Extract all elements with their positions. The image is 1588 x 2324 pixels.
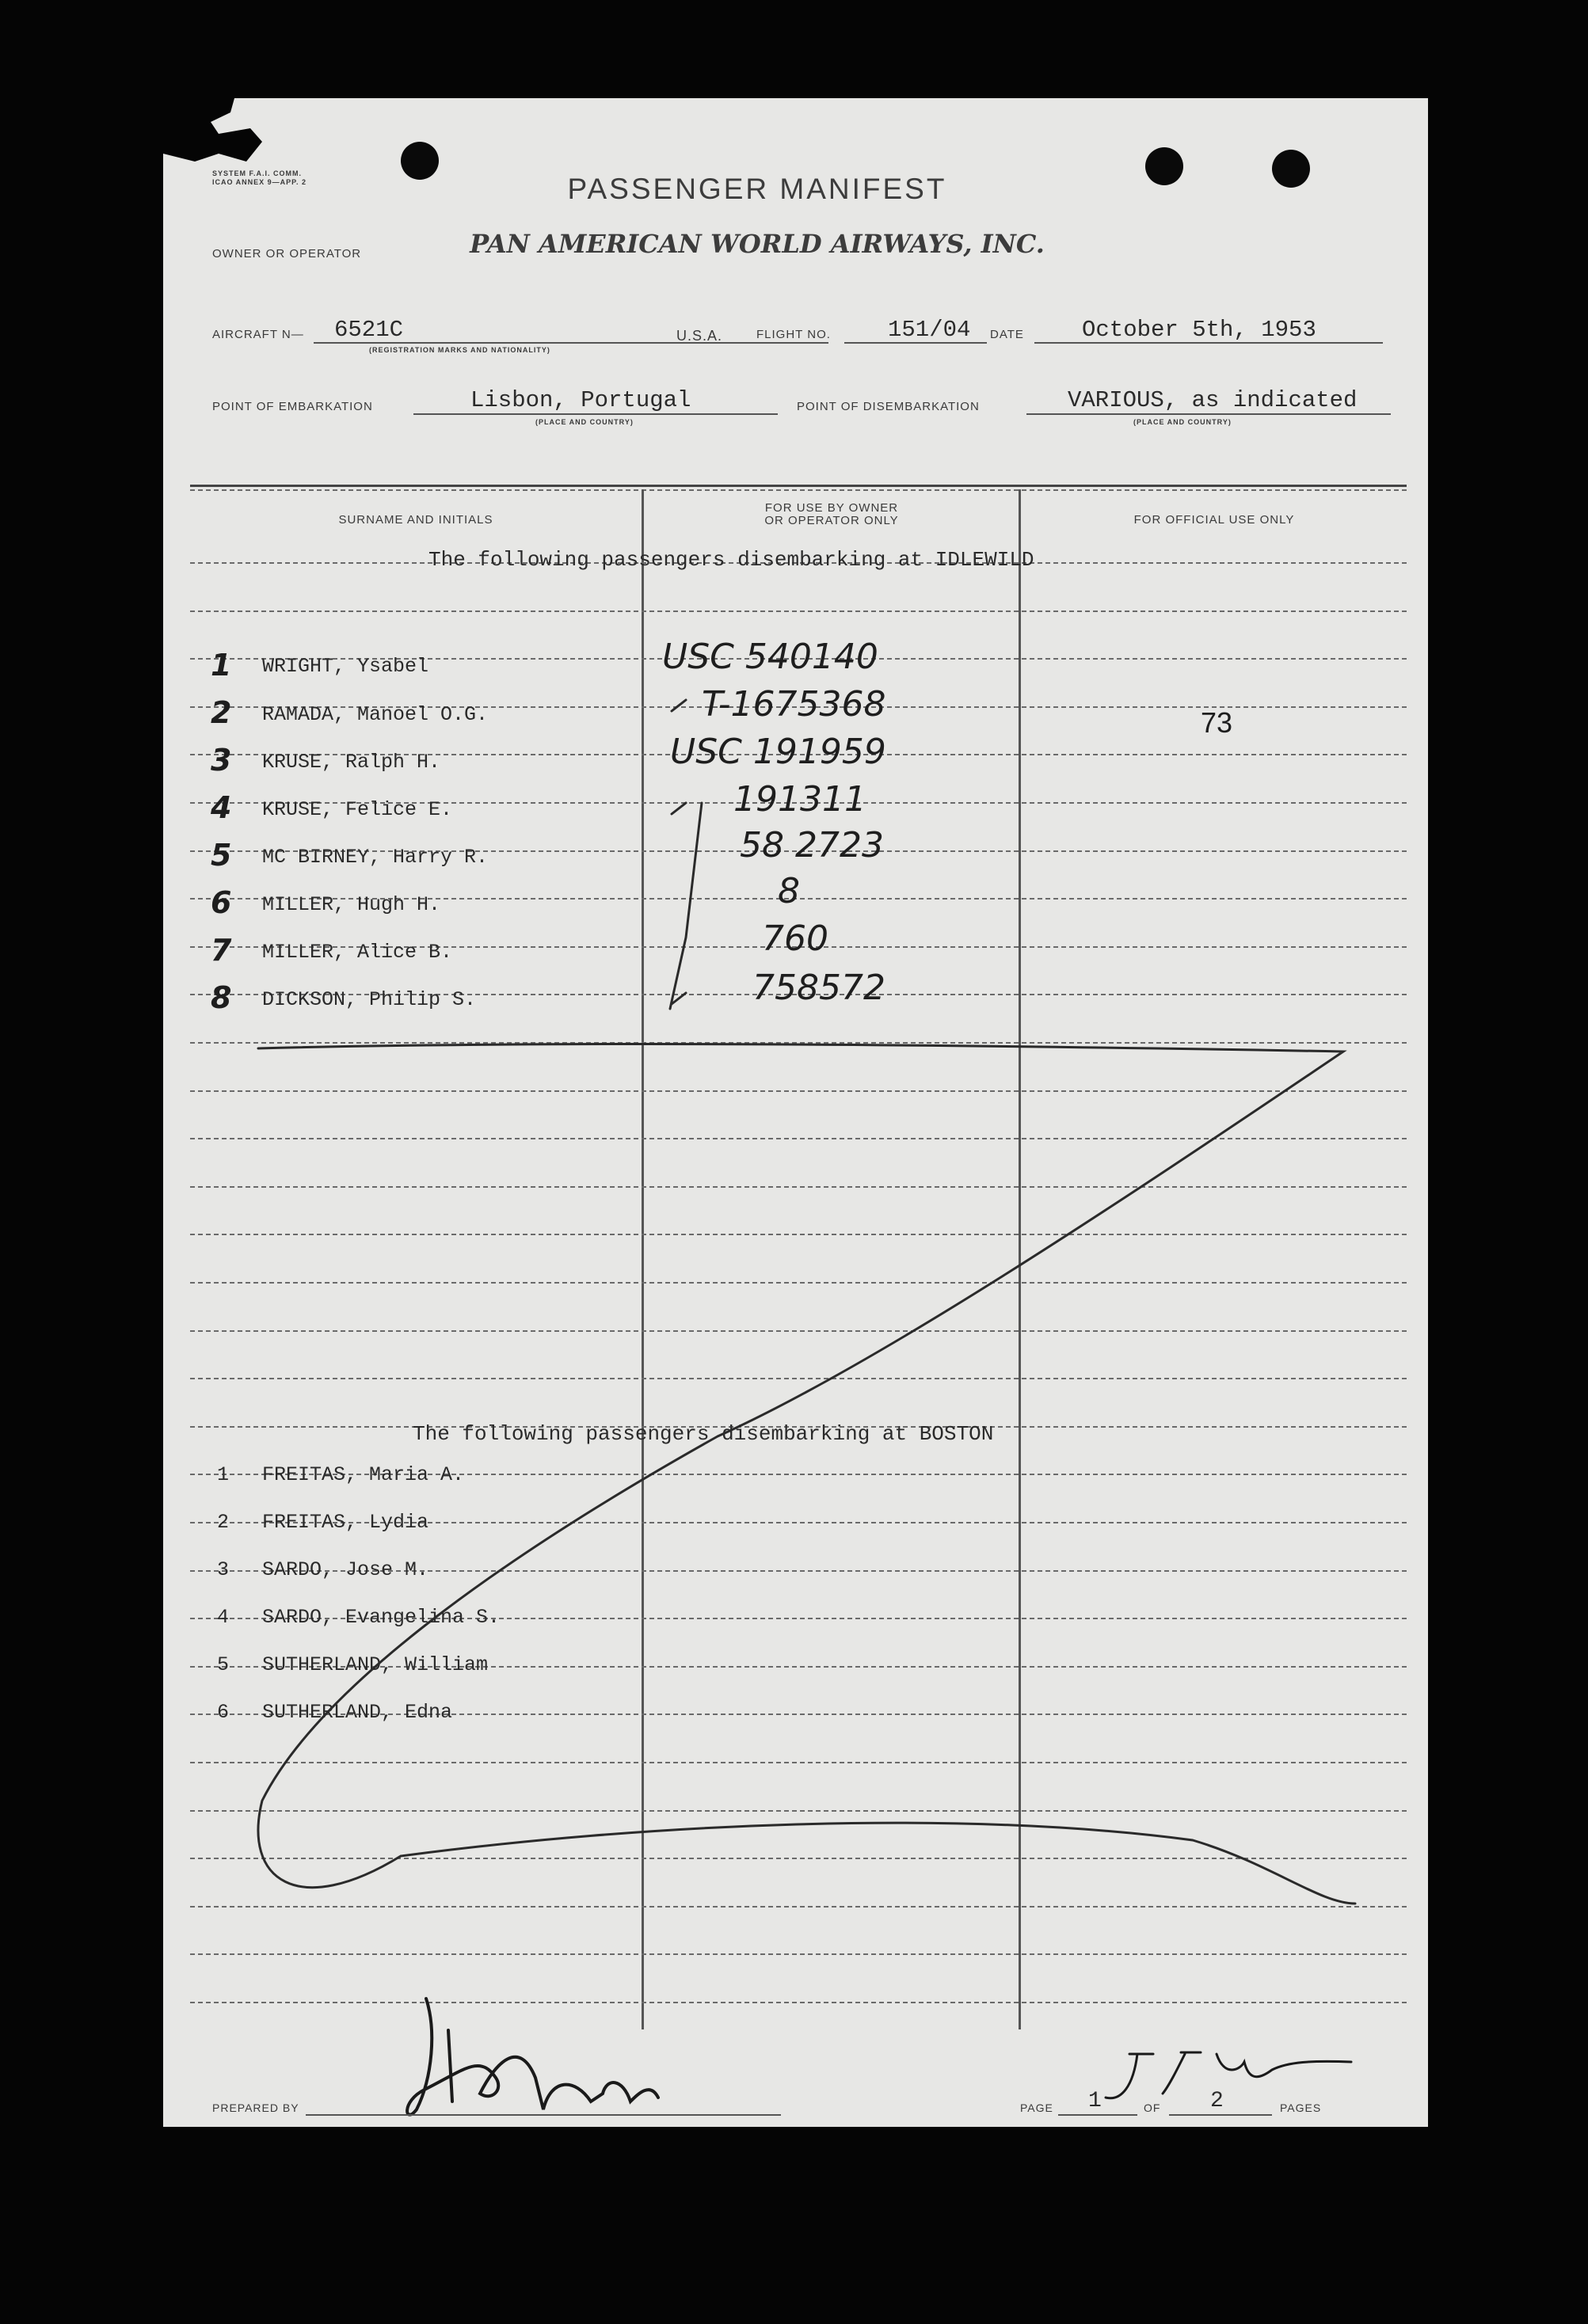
- row-number: 2: [211, 695, 232, 730]
- column-header-surname: SURNAME AND INITIALS: [338, 513, 493, 527]
- passenger-name: RAMADA, Manoel O.G.: [262, 703, 489, 726]
- prepared-by-label: PREPARED BY: [212, 2101, 299, 2114]
- document-number: 191311: [733, 779, 866, 820]
- pen-strokes: [163, 98, 1428, 2127]
- document-number: T-1675368: [702, 684, 886, 725]
- embark-value: Lisbon, Portugal: [470, 387, 691, 413]
- row-number: 2: [217, 1511, 230, 1534]
- embark-label: POINT OF EMBARKATION: [212, 400, 373, 413]
- aircraft-value: 6521C: [334, 317, 404, 343]
- page-total: 2: [1210, 2089, 1224, 2113]
- passenger-name: WRIGHT, Ysabel: [262, 655, 429, 678]
- cancellation-stroke: [258, 1044, 1355, 1904]
- prepared-by-signature: [407, 1999, 658, 2115]
- flight-label: FLIGHT NO.: [756, 328, 831, 341]
- passenger-name: SARDO, Evangelina S.: [262, 1606, 501, 1629]
- company-name: PAN AMERICAN WORLD AIRWAYS, INC.: [470, 229, 1045, 259]
- row-number: 3: [211, 743, 232, 778]
- document-number: 8: [778, 871, 800, 911]
- boston-heading: The following passengers disembarking at BOSTON: [413, 1422, 994, 1446]
- passenger-name: SARDO, Jose M.: [262, 1558, 429, 1581]
- disembark-caption: (PLACE AND COUNTRY): [1133, 418, 1232, 426]
- official-signature-text: [1137, 2054, 1141, 2055]
- row-number: 5: [211, 838, 232, 873]
- manifest-page: [163, 98, 1428, 2127]
- of-label: OF: [1144, 2101, 1161, 2114]
- official-mark: 73: [1201, 706, 1233, 739]
- idlewild-heading: The following passengers disembarking at IDLEWILD: [428, 548, 1034, 572]
- row-number: 5: [217, 1653, 230, 1676]
- page-number: 1: [1088, 2089, 1102, 2113]
- registration-caption: (REGISTRATION MARKS AND NATIONALITY): [369, 346, 550, 354]
- disembark-value: VARIOUS, as indicated: [1068, 387, 1358, 413]
- row-number: 6: [217, 1701, 230, 1724]
- row-number: 4: [211, 790, 232, 825]
- document-number: USC 540140: [662, 637, 878, 677]
- passenger-name: DICKSON, Philip S.: [262, 988, 477, 1011]
- row-number: 6: [211, 885, 232, 920]
- passenger-name: SUTHERLAND, Edna: [262, 1701, 453, 1724]
- document-number: USC 191959: [670, 732, 886, 772]
- disembark-label: POINT OF DISEMBARKATION: [797, 400, 980, 413]
- passenger-name: KRUSE, Felice E.: [262, 798, 453, 821]
- row-number: 7: [211, 933, 232, 968]
- aircraft-label: AIRCRAFT N—: [212, 328, 304, 341]
- official-signature: [1106, 2052, 1351, 2098]
- usa-label: U.S.A.: [676, 328, 723, 344]
- passenger-name: MILLER, Hugh H.: [262, 893, 441, 916]
- passenger-name: KRUSE, Ralph H.: [262, 751, 441, 774]
- flight-value: 151/04: [888, 317, 971, 343]
- passenger-name: SUTHERLAND, William: [262, 1653, 489, 1676]
- owner-label: OWNER OR OPERATOR: [212, 247, 362, 261]
- column-header-official-use: FOR OFFICIAL USE ONLY: [1133, 513, 1295, 527]
- form-code: SYSTEM F.A.I. COMM. ICAO ANNEX 9—APP. 2: [212, 169, 307, 186]
- passenger-name: MILLER, Alice B.: [262, 941, 453, 964]
- row-number: 4: [217, 1606, 230, 1629]
- embark-caption: (PLACE AND COUNTRY): [535, 418, 634, 426]
- date-label: DATE: [990, 328, 1024, 341]
- document-number: 760: [762, 919, 828, 959]
- page-label: PAGE: [1020, 2101, 1053, 2114]
- date-value: October 5th, 1953: [1082, 317, 1316, 343]
- passenger-name: MC BIRNEY, Harry R.: [262, 846, 489, 869]
- document-number: 58 2723: [740, 825, 884, 865]
- document-number: 758572: [752, 968, 885, 1008]
- row-number: 1: [217, 1463, 230, 1486]
- row-number: 3: [217, 1558, 230, 1581]
- passenger-name: FREITAS, Maria A.: [262, 1463, 465, 1486]
- pages-label: PAGES: [1280, 2101, 1322, 2114]
- row-number: 1: [211, 648, 232, 683]
- ditto-mark: [670, 803, 702, 1009]
- passenger-name: FREITAS, Lydia: [262, 1511, 429, 1534]
- column-header-owner-use: FOR USE BY OWNER OR OPERATOR ONLY: [764, 501, 899, 527]
- row-number: 8: [211, 980, 232, 1015]
- page-title: PASSENGER MANIFEST: [567, 173, 947, 205]
